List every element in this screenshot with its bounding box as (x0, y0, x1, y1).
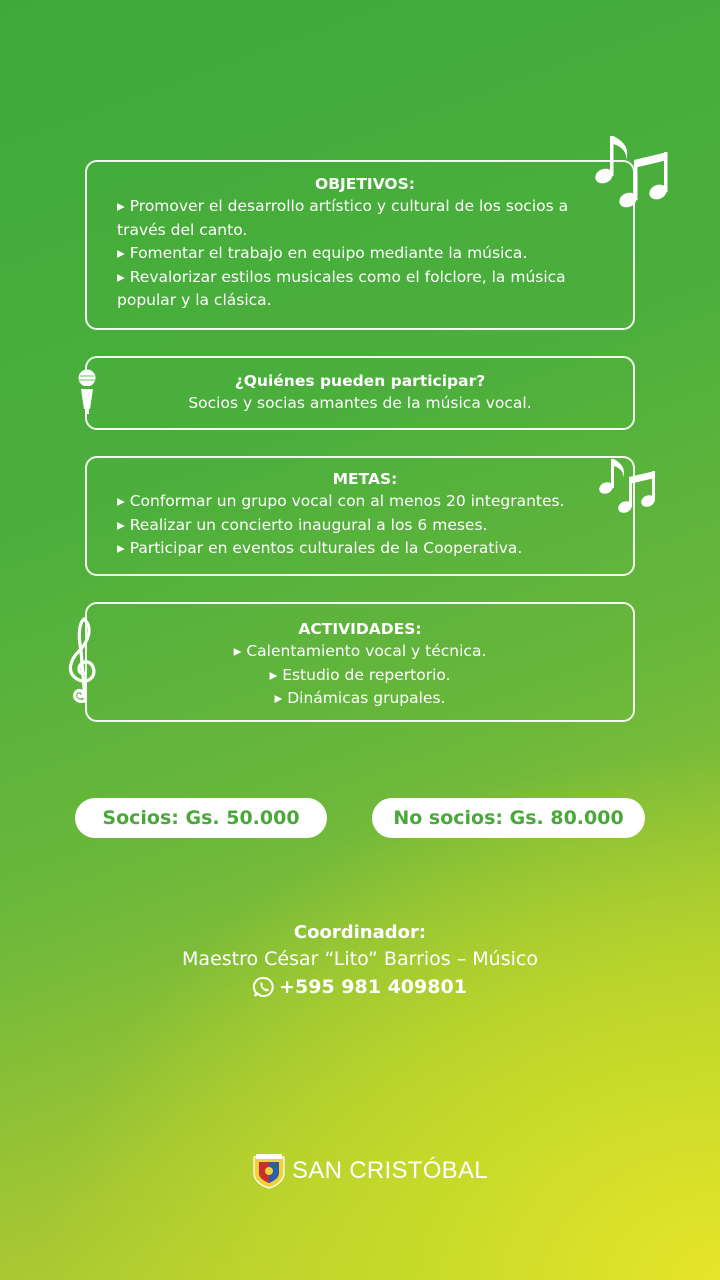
metas-item: ▸ Conformar un grupo vocal con al menos 20 integrantes. (117, 492, 565, 510)
brand-name: SAN CRISTÓBAL (292, 1157, 488, 1184)
coordinator-phone-number: +595 981 409801 (279, 976, 467, 998)
objetivos-item: ▸ Fomentar el trabajo en equipo mediante la música. (117, 244, 528, 262)
metas-item: ▸ Realizar un concierto inaugural a los 6 meses. (117, 515, 488, 534)
microphone-icon (77, 369, 97, 415)
treble-clef-icon (63, 615, 103, 705)
objetivos-item: ▸ Revalorizar estilos musicales como el folclore, la música (117, 267, 566, 286)
whatsapp-icon (253, 976, 275, 998)
actividades-item: ▸ Estudio de repertorio. (269, 665, 451, 684)
metas-list (117, 490, 613, 561)
san-cristobal-logo (252, 1153, 488, 1189)
shield-icon (252, 1153, 286, 1189)
participar-card (85, 356, 635, 430)
objetivos-item: través del canto. (117, 220, 248, 239)
objetivos-list (117, 195, 613, 313)
metas-item: ▸ Participar en eventos culturales de la Cooperativa. (117, 539, 523, 557)
participar-title: ¿Quiénes pueden participar? (234, 372, 486, 390)
price-socios-badge: Socios: Gs. 50.000 (75, 798, 327, 838)
actividades-item: ▸ Dinámicas grupales. (274, 689, 446, 707)
coordinator-phone[interactable] (0, 976, 720, 998)
music-notes-icon (594, 130, 670, 208)
participar-text: Socios y socias amantes de la música vocal. (188, 394, 532, 412)
actividades-title: ACTIVIDADES: (298, 620, 422, 638)
objetivos-title: OBJETIVOS: (315, 175, 415, 193)
actividades-item: ▸ Calentamiento vocal y técnica. (233, 642, 487, 660)
objetivos-item: ▸ Promover el desarrollo artístico y cultural de los socios a (117, 197, 569, 215)
objetivos-card (85, 160, 635, 330)
metas-title: METAS: (332, 470, 398, 488)
actividades-card (85, 602, 635, 722)
actividades-list (97, 640, 623, 711)
coordinator-name: Maestro César “Lito” Barrios – Músico (182, 948, 538, 970)
price-no-socios-badge: No socios: Gs. 80.000 (372, 798, 645, 838)
coordinator-title: Coordinador: (293, 922, 427, 943)
metas-card (85, 456, 635, 576)
music-notes-icon (598, 455, 658, 513)
objetivos-item: popular y la clásica. (117, 291, 272, 309)
